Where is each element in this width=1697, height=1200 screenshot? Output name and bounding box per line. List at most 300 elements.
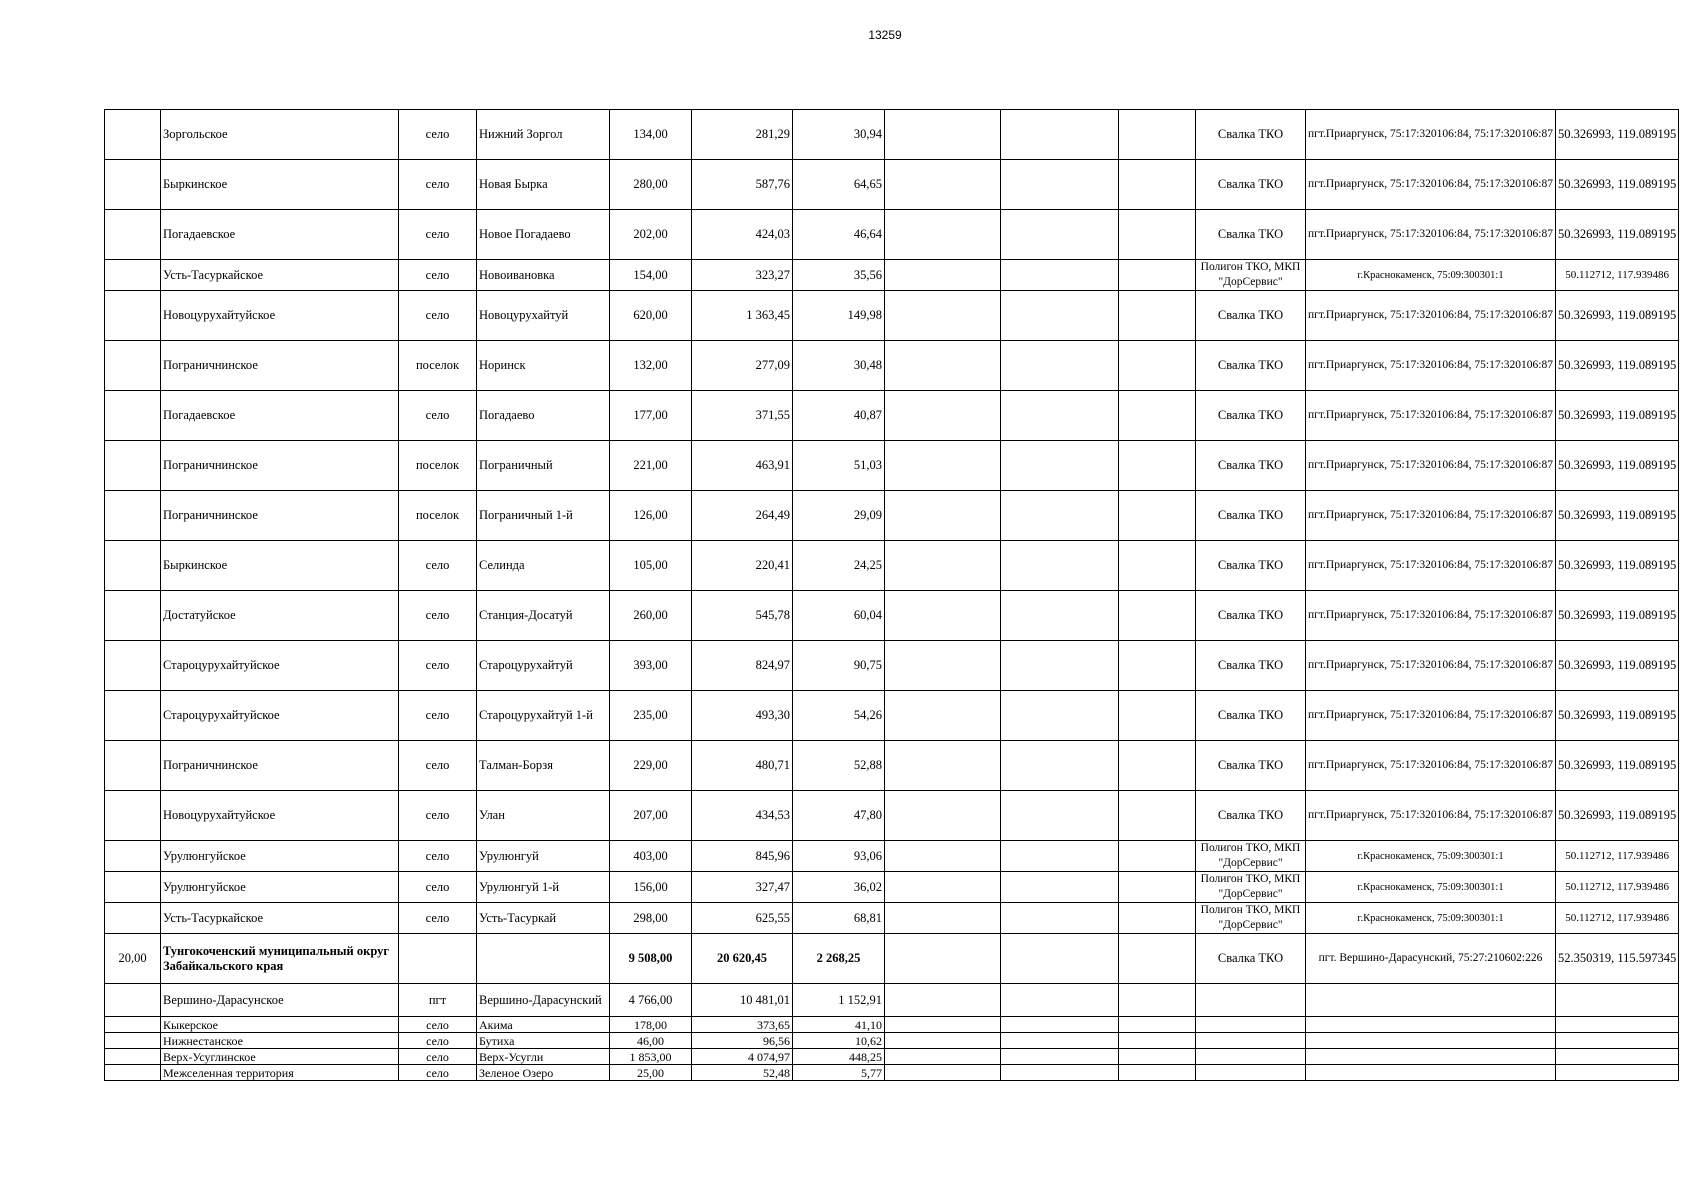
settlement-type-cell: село — [399, 110, 477, 160]
table-row — [105, 210, 1679, 260]
empty-cell — [885, 260, 1001, 291]
population-cell: 25,00 — [610, 1065, 692, 1081]
facility-cell: Полигон ТКО, МКП "ДорСервис" — [1196, 260, 1306, 291]
empty-cell — [1555, 1065, 1678, 1081]
coordinates-cell: 50.326993, 119.089195 — [1555, 160, 1678, 210]
empty-cell — [1001, 491, 1119, 541]
empty-cell — [1001, 903, 1119, 934]
empty-cell — [885, 541, 1001, 591]
table-row — [105, 260, 1679, 291]
coordinates-cell: 50.326993, 119.089195 — [1555, 541, 1678, 591]
facility-address-cell: пгт.Приаргунск, 75:17:320106:84, 75:17:320106:87 — [1306, 341, 1556, 391]
facility-cell: Свалка ТКО — [1196, 341, 1306, 391]
empty-cell — [1001, 641, 1119, 691]
settlement-name-cell: Пограничнинское — [161, 491, 399, 541]
volume-cell: 424,03 — [692, 210, 793, 260]
table-row — [105, 841, 1679, 872]
settlement-type-cell: село — [399, 791, 477, 841]
settlement-name-cell: Быркинское — [161, 541, 399, 591]
row-number-cell — [105, 291, 161, 341]
district-facility-cell: Свалка ТКО — [1196, 934, 1306, 984]
locality-cell: Вершино-Дарасунский — [477, 984, 610, 1017]
volume-cell: 371,55 — [692, 391, 793, 441]
table-row — [105, 791, 1679, 841]
locality-cell: Зеленое Озеро — [477, 1065, 610, 1081]
empty-cell — [1119, 591, 1196, 641]
mass-cell: 36,02 — [793, 872, 885, 903]
table-row — [105, 1033, 1679, 1049]
empty-cell — [885, 741, 1001, 791]
volume-cell: 1 363,45 — [692, 291, 793, 341]
locality-cell: Новоцурухайтуй — [477, 291, 610, 341]
facility-cell: Свалка ТКО — [1196, 591, 1306, 641]
settlement-type-cell: село — [399, 741, 477, 791]
facility-cell: Свалка ТКО — [1196, 291, 1306, 341]
facility-cell: Свалка ТКО — [1196, 210, 1306, 260]
locality-cell: Усть-Тасуркай — [477, 903, 610, 934]
row-number-cell — [105, 210, 161, 260]
empty-cell — [1001, 210, 1119, 260]
locality-cell: Пограничный — [477, 441, 610, 491]
empty-cell — [885, 1017, 1001, 1033]
row-number-cell — [105, 641, 161, 691]
mass-cell: 64,65 — [793, 160, 885, 210]
settlement-name-cell: Староцурухайтуйское — [161, 691, 399, 741]
settlement-name-cell: Пограничнинское — [161, 741, 399, 791]
coordinates-cell: 50.326993, 119.089195 — [1555, 641, 1678, 691]
facility-cell: Свалка ТКО — [1196, 491, 1306, 541]
volume-cell: 327,47 — [692, 872, 793, 903]
empty-cell — [885, 591, 1001, 641]
mass-cell: 149,98 — [793, 291, 885, 341]
empty-cell — [1001, 160, 1119, 210]
mass-cell: 90,75 — [793, 641, 885, 691]
population-cell: 177,00 — [610, 391, 692, 441]
settlement-type-cell: село — [399, 691, 477, 741]
empty-cell — [399, 934, 477, 984]
mass-cell: 29,09 — [793, 491, 885, 541]
locality-cell: Староцурухайтуй 1-й — [477, 691, 610, 741]
locality-cell: Староцурухайтуй — [477, 641, 610, 691]
empty-cell — [885, 441, 1001, 491]
mass-cell: 68,81 — [793, 903, 885, 934]
coordinates-cell: 50.326993, 119.089195 — [1555, 341, 1678, 391]
facility-address-cell: г.Краснокаменск, 75:09:300301:1 — [1306, 260, 1556, 291]
mass-cell: 47,80 — [793, 791, 885, 841]
locality-cell: Новое Погадаево — [477, 210, 610, 260]
empty-cell — [1001, 441, 1119, 491]
settlement-type-cell: село — [399, 391, 477, 441]
volume-cell: 625,55 — [692, 903, 793, 934]
facility-cell: Свалка ТКО — [1196, 691, 1306, 741]
empty-cell — [1001, 541, 1119, 591]
empty-cell — [1119, 691, 1196, 741]
empty-cell — [885, 691, 1001, 741]
volume-cell: 845,96 — [692, 841, 793, 872]
district-name-cell: Тунгокоченский муниципальный округ Забайкальского края — [161, 934, 399, 984]
mass-cell: 54,26 — [793, 691, 885, 741]
empty-cell — [1119, 1065, 1196, 1081]
population-cell: 156,00 — [610, 872, 692, 903]
empty-cell — [1119, 903, 1196, 934]
volume-cell: 493,30 — [692, 691, 793, 741]
volume-cell: 281,29 — [692, 110, 793, 160]
facility-address-cell: пгт.Приаргунск, 75:17:320106:84, 75:17:320106:87 — [1306, 791, 1556, 841]
row-number-cell — [105, 541, 161, 591]
district-coordinates-cell: 52.350319, 115.597345 — [1555, 934, 1678, 984]
empty-cell — [1001, 260, 1119, 291]
population-cell: 207,00 — [610, 791, 692, 841]
settlement-name-cell: Пограничнинское — [161, 441, 399, 491]
empty-cell — [885, 984, 1001, 1017]
facility-address-cell: пгт.Приаргунск, 75:17:320106:84, 75:17:320106:87 — [1306, 541, 1556, 591]
district-population-cell: 9 508,00 — [610, 934, 692, 984]
locality-cell: Новая Бырка — [477, 160, 610, 210]
population-cell: 105,00 — [610, 541, 692, 591]
empty-cell — [1196, 1017, 1306, 1033]
settlement-type-cell: село — [399, 1033, 477, 1049]
empty-cell — [1119, 872, 1196, 903]
empty-cell — [885, 1033, 1001, 1049]
mass-cell: 35,56 — [793, 260, 885, 291]
empty-cell — [1119, 110, 1196, 160]
volume-cell: 824,97 — [692, 641, 793, 691]
volume-cell: 373,65 — [692, 1017, 793, 1033]
table-row — [105, 110, 1679, 160]
facility-cell: Свалка ТКО — [1196, 391, 1306, 441]
settlement-name-cell: Вершино-Дарасунское — [161, 984, 399, 1017]
coordinates-cell: 50.112712, 117.939486 — [1555, 841, 1678, 872]
facility-address-cell: г.Краснокаменск, 75:09:300301:1 — [1306, 872, 1556, 903]
population-cell: 298,00 — [610, 903, 692, 934]
settlement-name-cell: Межселенная территория — [161, 1065, 399, 1081]
coordinates-cell: 50.326993, 119.089195 — [1555, 791, 1678, 841]
mass-cell: 52,88 — [793, 741, 885, 791]
table-row — [105, 984, 1679, 1017]
empty-cell — [1306, 1033, 1556, 1049]
facility-address-cell: г.Краснокаменск, 75:09:300301:1 — [1306, 903, 1556, 934]
volume-cell: 277,09 — [692, 341, 793, 391]
empty-cell — [1119, 291, 1196, 341]
table-row — [105, 391, 1679, 441]
empty-cell — [1119, 841, 1196, 872]
settlement-type-cell: село — [399, 903, 477, 934]
row-number-cell — [105, 1049, 161, 1065]
settlement-type-cell: село — [399, 291, 477, 341]
table-row — [105, 641, 1679, 691]
empty-cell — [1001, 934, 1119, 984]
table-row — [105, 541, 1679, 591]
table-row — [105, 741, 1679, 791]
settlement-type-cell: поселок — [399, 441, 477, 491]
empty-cell — [1001, 391, 1119, 441]
settlement-type-cell: село — [399, 210, 477, 260]
population-cell: 202,00 — [610, 210, 692, 260]
empty-cell — [1196, 1049, 1306, 1065]
mass-cell: 60,04 — [793, 591, 885, 641]
facility-cell: Свалка ТКО — [1196, 741, 1306, 791]
coordinates-cell: 50.326993, 119.089195 — [1555, 291, 1678, 341]
empty-cell — [1119, 391, 1196, 441]
settlement-name-cell: Новоцурухайтуйское — [161, 291, 399, 341]
empty-cell — [885, 872, 1001, 903]
mass-cell: 40,87 — [793, 391, 885, 441]
locality-cell: Нижний Зоргол — [477, 110, 610, 160]
empty-cell — [1001, 1033, 1119, 1049]
empty-cell — [1196, 1065, 1306, 1081]
empty-cell — [1001, 110, 1119, 160]
settlement-type-cell: село — [399, 1065, 477, 1081]
row-number-cell — [105, 903, 161, 934]
mass-cell: 46,64 — [793, 210, 885, 260]
locality-cell: Бутиха — [477, 1033, 610, 1049]
empty-cell — [1306, 984, 1556, 1017]
empty-cell — [1001, 591, 1119, 641]
empty-cell — [1119, 210, 1196, 260]
settlement-name-cell: Нижнестанское — [161, 1033, 399, 1049]
mass-cell: 30,94 — [793, 110, 885, 160]
empty-cell — [1119, 260, 1196, 291]
population-cell: 393,00 — [610, 641, 692, 691]
population-cell: 154,00 — [610, 260, 692, 291]
empty-cell — [477, 934, 610, 984]
mass-cell: 51,03 — [793, 441, 885, 491]
table-row — [105, 872, 1679, 903]
row-number-cell — [105, 1017, 161, 1033]
empty-cell — [1119, 741, 1196, 791]
volume-cell: 96,56 — [692, 1033, 793, 1049]
settlement-name-cell: Быркинское — [161, 160, 399, 210]
locality-cell: Верх-Усугли — [477, 1049, 610, 1065]
mass-cell: 10,62 — [793, 1033, 885, 1049]
locality-cell: Улан — [477, 791, 610, 841]
table-row — [105, 591, 1679, 641]
row-number-cell — [105, 591, 161, 641]
row-number-cell — [105, 260, 161, 291]
empty-cell — [1001, 872, 1119, 903]
row-number-cell — [105, 1065, 161, 1081]
empty-cell — [1306, 1049, 1556, 1065]
empty-cell — [885, 491, 1001, 541]
settlement-type-cell: село — [399, 641, 477, 691]
empty-cell — [1306, 1065, 1556, 1081]
volume-cell: 463,91 — [692, 441, 793, 491]
facility-cell: Свалка ТКО — [1196, 160, 1306, 210]
row-number-cell — [105, 791, 161, 841]
coordinates-cell: 50.326993, 119.089195 — [1555, 691, 1678, 741]
empty-cell — [1001, 741, 1119, 791]
empty-cell — [1119, 791, 1196, 841]
table-row — [105, 903, 1679, 934]
table-row — [105, 1049, 1679, 1065]
facility-address-cell: пгт.Приаргунск, 75:17:320106:84, 75:17:320106:87 — [1306, 491, 1556, 541]
district-volume-cell: 20 620,45 — [692, 934, 793, 984]
empty-cell — [1119, 541, 1196, 591]
empty-cell — [1001, 341, 1119, 391]
facility-address-cell: пгт.Приаргунск, 75:17:320106:84, 75:17:320106:87 — [1306, 691, 1556, 741]
mass-cell: 41,10 — [793, 1017, 885, 1033]
facility-address-cell: пгт.Приаргунск, 75:17:320106:84, 75:17:320106:87 — [1306, 160, 1556, 210]
empty-cell — [1119, 1033, 1196, 1049]
mass-cell: 448,25 — [793, 1049, 885, 1065]
population-cell: 178,00 — [610, 1017, 692, 1033]
locality-cell: Акима — [477, 1017, 610, 1033]
settlement-name-cell: Усть-Тасуркайское — [161, 260, 399, 291]
row-number-cell — [105, 841, 161, 872]
facility-address-cell: пгт.Приаргунск, 75:17:320106:84, 75:17:320106:87 — [1306, 110, 1556, 160]
coordinates-cell: 50.112712, 117.939486 — [1555, 260, 1678, 291]
empty-cell — [885, 160, 1001, 210]
data-table — [104, 109, 1679, 1081]
facility-address-cell: пгт.Приаргунск, 75:17:320106:84, 75:17:320106:87 — [1306, 391, 1556, 441]
settlement-type-cell: пгт — [399, 984, 477, 1017]
empty-cell — [1119, 641, 1196, 691]
row-number-cell — [105, 741, 161, 791]
locality-cell: Селинда — [477, 541, 610, 591]
settlement-name-cell: Достатуйское — [161, 591, 399, 641]
volume-cell: 323,27 — [692, 260, 793, 291]
empty-cell — [1555, 984, 1678, 1017]
mass-cell: 24,25 — [793, 541, 885, 591]
mass-cell: 93,06 — [793, 841, 885, 872]
table-row — [105, 1017, 1679, 1033]
facility-address-cell: пгт.Приаргунск, 75:17:320106:84, 75:17:320106:87 — [1306, 591, 1556, 641]
settlement-name-cell: Зоргольское — [161, 110, 399, 160]
table-body — [105, 110, 1679, 1081]
population-cell: 1 853,00 — [610, 1049, 692, 1065]
empty-cell — [1119, 1049, 1196, 1065]
empty-cell — [1001, 291, 1119, 341]
table-row — [105, 491, 1679, 541]
population-cell: 403,00 — [610, 841, 692, 872]
coordinates-cell: 50.326993, 119.089195 — [1555, 210, 1678, 260]
empty-cell — [1555, 1017, 1678, 1033]
facility-address-cell: пгт.Приаргунск, 75:17:320106:84, 75:17:320106:87 — [1306, 741, 1556, 791]
row-number-cell — [105, 984, 161, 1017]
empty-cell — [885, 391, 1001, 441]
settlement-type-cell: поселок — [399, 341, 477, 391]
empty-cell — [1001, 1065, 1119, 1081]
row-number-cell — [105, 160, 161, 210]
settlement-name-cell: Погадаевское — [161, 210, 399, 260]
empty-cell — [885, 1049, 1001, 1065]
settlement-name-cell: Погадаевское — [161, 391, 399, 441]
row-number-cell — [105, 1033, 161, 1049]
population-cell: 229,00 — [610, 741, 692, 791]
mass-cell: 30,48 — [793, 341, 885, 391]
empty-cell — [885, 934, 1001, 984]
population-cell: 132,00 — [610, 341, 692, 391]
volume-cell: 480,71 — [692, 741, 793, 791]
empty-cell — [885, 110, 1001, 160]
settlement-type-cell: село — [399, 1017, 477, 1033]
facility-cell: Свалка ТКО — [1196, 791, 1306, 841]
settlement-name-cell: Верх-Усуглинское — [161, 1049, 399, 1065]
volume-cell: 220,41 — [692, 541, 793, 591]
volume-cell: 10 481,01 — [692, 984, 793, 1017]
empty-cell — [1119, 441, 1196, 491]
population-cell: 4 766,00 — [610, 984, 692, 1017]
empty-cell — [1119, 984, 1196, 1017]
empty-cell — [1555, 1049, 1678, 1065]
table-row — [105, 441, 1679, 491]
population-cell: 235,00 — [610, 691, 692, 741]
coordinates-cell: 50.326993, 119.089195 — [1555, 441, 1678, 491]
mass-cell: 5,77 — [793, 1065, 885, 1081]
population-cell: 620,00 — [610, 291, 692, 341]
empty-cell — [1119, 934, 1196, 984]
row-number-cell — [105, 872, 161, 903]
facility-address-cell: пгт.Приаргунск, 75:17:320106:84, 75:17:320106:87 — [1306, 210, 1556, 260]
locality-cell: Урулюнгуй 1-й — [477, 872, 610, 903]
volume-cell: 264,49 — [692, 491, 793, 541]
row-number-cell — [105, 341, 161, 391]
table-row — [105, 691, 1679, 741]
population-cell: 221,00 — [610, 441, 692, 491]
empty-cell — [885, 791, 1001, 841]
coordinates-cell: 50.326993, 119.089195 — [1555, 591, 1678, 641]
locality-cell: Талман-Борзя — [477, 741, 610, 791]
empty-cell — [885, 341, 1001, 391]
settlement-type-cell: село — [399, 591, 477, 641]
locality-cell: Урулюнгуй — [477, 841, 610, 872]
population-cell: 126,00 — [610, 491, 692, 541]
locality-cell: Новоивановка — [477, 260, 610, 291]
facility-cell: Полигон ТКО, МКП "ДорСервис" — [1196, 841, 1306, 872]
settlement-name-cell: Кыкерское — [161, 1017, 399, 1033]
coordinates-cell: 50.326993, 119.089195 — [1555, 391, 1678, 441]
empty-cell — [885, 291, 1001, 341]
volume-cell: 587,76 — [692, 160, 793, 210]
locality-cell: Пограничный 1-й — [477, 491, 610, 541]
empty-cell — [1196, 984, 1306, 1017]
population-cell: 46,00 — [610, 1033, 692, 1049]
facility-address-cell: г.Краснокаменск, 75:09:300301:1 — [1306, 841, 1556, 872]
empty-cell — [885, 641, 1001, 691]
empty-cell — [1001, 984, 1119, 1017]
empty-cell — [1001, 1017, 1119, 1033]
page-number: 13259 — [868, 28, 902, 42]
facility-cell: Свалка ТКО — [1196, 541, 1306, 591]
volume-cell: 52,48 — [692, 1065, 793, 1081]
facility-cell: Свалка ТКО — [1196, 441, 1306, 491]
volume-cell: 4 074,97 — [692, 1049, 793, 1065]
row-number-cell — [105, 691, 161, 741]
empty-cell — [1001, 791, 1119, 841]
district-number-cell: 20,00 — [105, 934, 161, 984]
coordinates-cell: 50.326993, 119.089195 — [1555, 741, 1678, 791]
population-cell: 134,00 — [610, 110, 692, 160]
table-row — [105, 341, 1679, 391]
settlement-name-cell: Новоцурухайтуйское — [161, 791, 399, 841]
coordinates-cell: 50.112712, 117.939486 — [1555, 903, 1678, 934]
facility-address-cell: пгт.Приаргунск, 75:17:320106:84, 75:17:320106:87 — [1306, 441, 1556, 491]
settlement-type-cell: поселок — [399, 491, 477, 541]
settlement-type-cell: село — [399, 541, 477, 591]
row-number-cell — [105, 491, 161, 541]
locality-cell: Норинск — [477, 341, 610, 391]
settlement-type-cell: село — [399, 841, 477, 872]
settlement-name-cell: Урулюнгуйское — [161, 841, 399, 872]
facility-address-cell: пгт.Приаргунск, 75:17:320106:84, 75:17:320106:87 — [1306, 291, 1556, 341]
empty-cell — [1306, 1017, 1556, 1033]
locality-cell: Погадаево — [477, 391, 610, 441]
population-cell: 280,00 — [610, 160, 692, 210]
table-row — [105, 160, 1679, 210]
empty-cell — [885, 903, 1001, 934]
facility-cell: Свалка ТКО — [1196, 641, 1306, 691]
population-cell: 260,00 — [610, 591, 692, 641]
